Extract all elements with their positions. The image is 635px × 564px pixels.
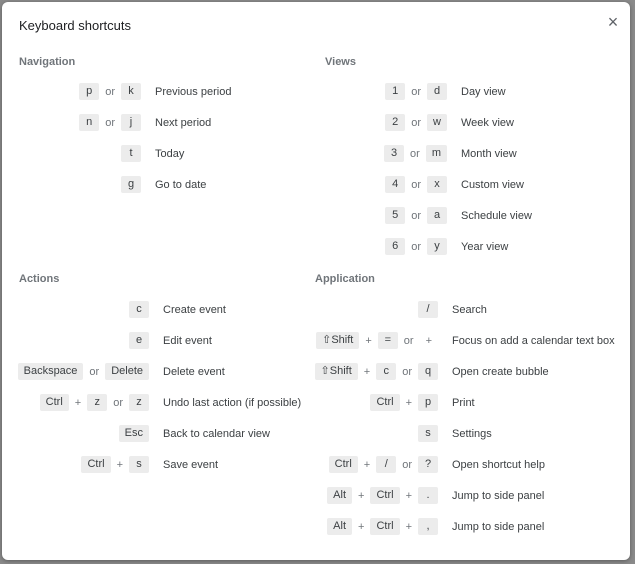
views-shortcut-description: Day view <box>461 85 506 98</box>
key-shift: ⇧Shift <box>316 332 359 349</box>
navigation-shortcut-keys <box>79 114 141 131</box>
key-ctrl: Ctrl <box>370 518 399 535</box>
views-shortcut-description: Year view <box>461 240 509 253</box>
key-alt: Alt <box>327 518 352 535</box>
actions-shortcut-description: Back to calendar view <box>163 427 270 440</box>
key-sym: . <box>418 487 438 504</box>
key-sym: , <box>418 518 438 535</box>
or-separator: or <box>410 147 420 160</box>
application-shortcut-description: Open create bubble <box>452 365 549 378</box>
key-ctrl: Ctrl <box>370 394 399 411</box>
section-application: Application <box>315 273 375 285</box>
actions-shortcut-description: Delete event <box>163 365 225 378</box>
key-ctrl: Ctrl <box>370 487 399 504</box>
application-shortcut-keys <box>370 394 438 411</box>
actions-shortcut-keys <box>129 332 149 349</box>
plus-separator: + <box>405 520 412 533</box>
views-shortcut-keys <box>385 238 447 255</box>
plus-separator: + <box>405 396 412 409</box>
application-shortcut-keys <box>418 301 438 318</box>
plus-separator: + <box>425 334 432 347</box>
views-shortcut-keys <box>385 114 447 131</box>
or-separator: or <box>89 365 100 378</box>
application-shortcut-keys <box>315 363 438 380</box>
or-separator: or <box>411 178 421 191</box>
key-x: x <box>427 176 447 193</box>
or-separator: or <box>411 85 421 98</box>
key-delete: Delete <box>105 363 149 380</box>
views-shortcut-description: Week view <box>461 116 514 129</box>
navigation-shortcut-keys <box>79 83 141 100</box>
views-shortcut-description: Month view <box>461 147 517 160</box>
application-shortcut-keys <box>316 332 438 349</box>
views-shortcut-keys <box>385 83 447 100</box>
key-s: s <box>418 425 438 442</box>
plus-separator: + <box>358 520 365 533</box>
key-ctrl: Ctrl <box>81 456 110 473</box>
navigation-shortcut-keys <box>121 145 141 162</box>
or-separator: or <box>411 116 421 129</box>
plus-separator: + <box>365 334 372 347</box>
plus-separator: + <box>116 458 123 471</box>
key-ctrl: Ctrl <box>329 456 358 473</box>
key-6: 6 <box>385 238 405 255</box>
application-shortcut-keys <box>329 456 438 473</box>
actions-shortcut-keys <box>119 425 149 442</box>
key-d: d <box>427 83 447 100</box>
navigation-shortcut-description: Go to date <box>155 178 207 191</box>
plus-separator: + <box>358 489 365 502</box>
key-alt: Alt <box>327 487 352 504</box>
keyboard-shortcuts-dialog <box>2 2 630 560</box>
plus-separator: + <box>405 489 412 502</box>
views-shortcut-keys <box>385 176 447 193</box>
application-shortcut-description: Open shortcut help <box>452 458 545 471</box>
actions-shortcut-keys <box>81 456 149 473</box>
key-p: p <box>418 394 438 411</box>
key-3: 3 <box>384 145 404 162</box>
actions-shortcut-description: Create event <box>163 303 226 316</box>
views-shortcut-description: Schedule view <box>461 209 532 222</box>
key-w: w <box>427 114 447 131</box>
actions-shortcut-description: Undo last action (if possible) <box>163 396 302 409</box>
key-c: c <box>129 301 149 318</box>
section-views: Views <box>325 56 356 68</box>
actions-shortcut-keys <box>40 394 149 411</box>
application-shortcut-description: Focus on add a calendar text box <box>452 334 615 347</box>
key-q: q <box>418 363 438 380</box>
key-m: m <box>426 145 447 162</box>
key-n: n <box>79 114 99 131</box>
key-5: 5 <box>385 207 405 224</box>
section-navigation: Navigation <box>19 56 76 68</box>
key-ctrl: Ctrl <box>40 394 69 411</box>
application-shortcut-description: Jump to side panel <box>452 489 545 502</box>
actions-shortcut-keys <box>18 363 149 380</box>
navigation-shortcut-description: Previous period <box>155 85 232 98</box>
application-shortcut-description: Jump to side panel <box>452 520 545 533</box>
plus-separator: + <box>74 396 82 409</box>
key-esc: Esc <box>119 425 149 442</box>
or-separator: or <box>411 240 421 253</box>
key-k: k <box>121 83 141 100</box>
application-shortcut-description: Settings <box>452 427 492 440</box>
dialog-title: Keyboard shortcuts <box>19 18 132 33</box>
views-shortcut-keys <box>385 207 447 224</box>
key-sym: / <box>418 301 438 318</box>
views-shortcut-keys <box>384 145 447 162</box>
key-2: 2 <box>385 114 405 131</box>
key-sym: / <box>376 456 396 473</box>
actions-shortcut-description: Edit event <box>163 334 212 347</box>
or-separator: or <box>411 209 421 222</box>
navigation-shortcut-description: Today <box>155 147 185 160</box>
application-shortcut-description: Search <box>452 303 487 316</box>
views-shortcut-description: Custom view <box>461 178 524 191</box>
navigation-shortcut-description: Next period <box>155 116 212 129</box>
or-separator: or <box>105 116 115 129</box>
key-sym: ? <box>418 456 438 473</box>
key-a: a <box>427 207 447 224</box>
section-actions: Actions <box>19 273 60 285</box>
actions-shortcut-keys <box>129 301 149 318</box>
key-sym: = <box>378 332 398 349</box>
or-separator: or <box>105 85 115 98</box>
key-t: t <box>121 145 141 162</box>
close-icon[interactable]: × <box>607 12 619 32</box>
plus-separator: + <box>363 458 371 471</box>
key-s: s <box>129 456 149 473</box>
or-separator: or <box>113 396 123 409</box>
application-shortcut-description: Print <box>452 396 475 409</box>
navigation-shortcut-keys <box>121 176 141 193</box>
or-separator: or <box>402 365 412 378</box>
key-backspace: Backspace <box>18 363 84 380</box>
key-c: c <box>376 363 396 380</box>
key-j: j <box>121 114 141 131</box>
key-1: 1 <box>385 83 405 100</box>
or-separator: or <box>403 334 414 347</box>
application-shortcut-keys <box>327 487 438 504</box>
key-p: p <box>79 83 99 100</box>
key-e: e <box>129 332 149 349</box>
application-shortcut-keys <box>327 518 438 535</box>
application-shortcut-keys <box>418 425 438 442</box>
or-separator: or <box>402 458 412 471</box>
actions-shortcut-description: Save event <box>163 458 219 471</box>
key-shift: ⇧Shift <box>315 363 358 380</box>
key-z: z <box>87 394 107 411</box>
key-g: g <box>121 176 141 193</box>
key-z: z <box>129 394 149 411</box>
key-y: y <box>427 238 447 255</box>
plus-separator: + <box>363 365 371 378</box>
key-4: 4 <box>385 176 405 193</box>
